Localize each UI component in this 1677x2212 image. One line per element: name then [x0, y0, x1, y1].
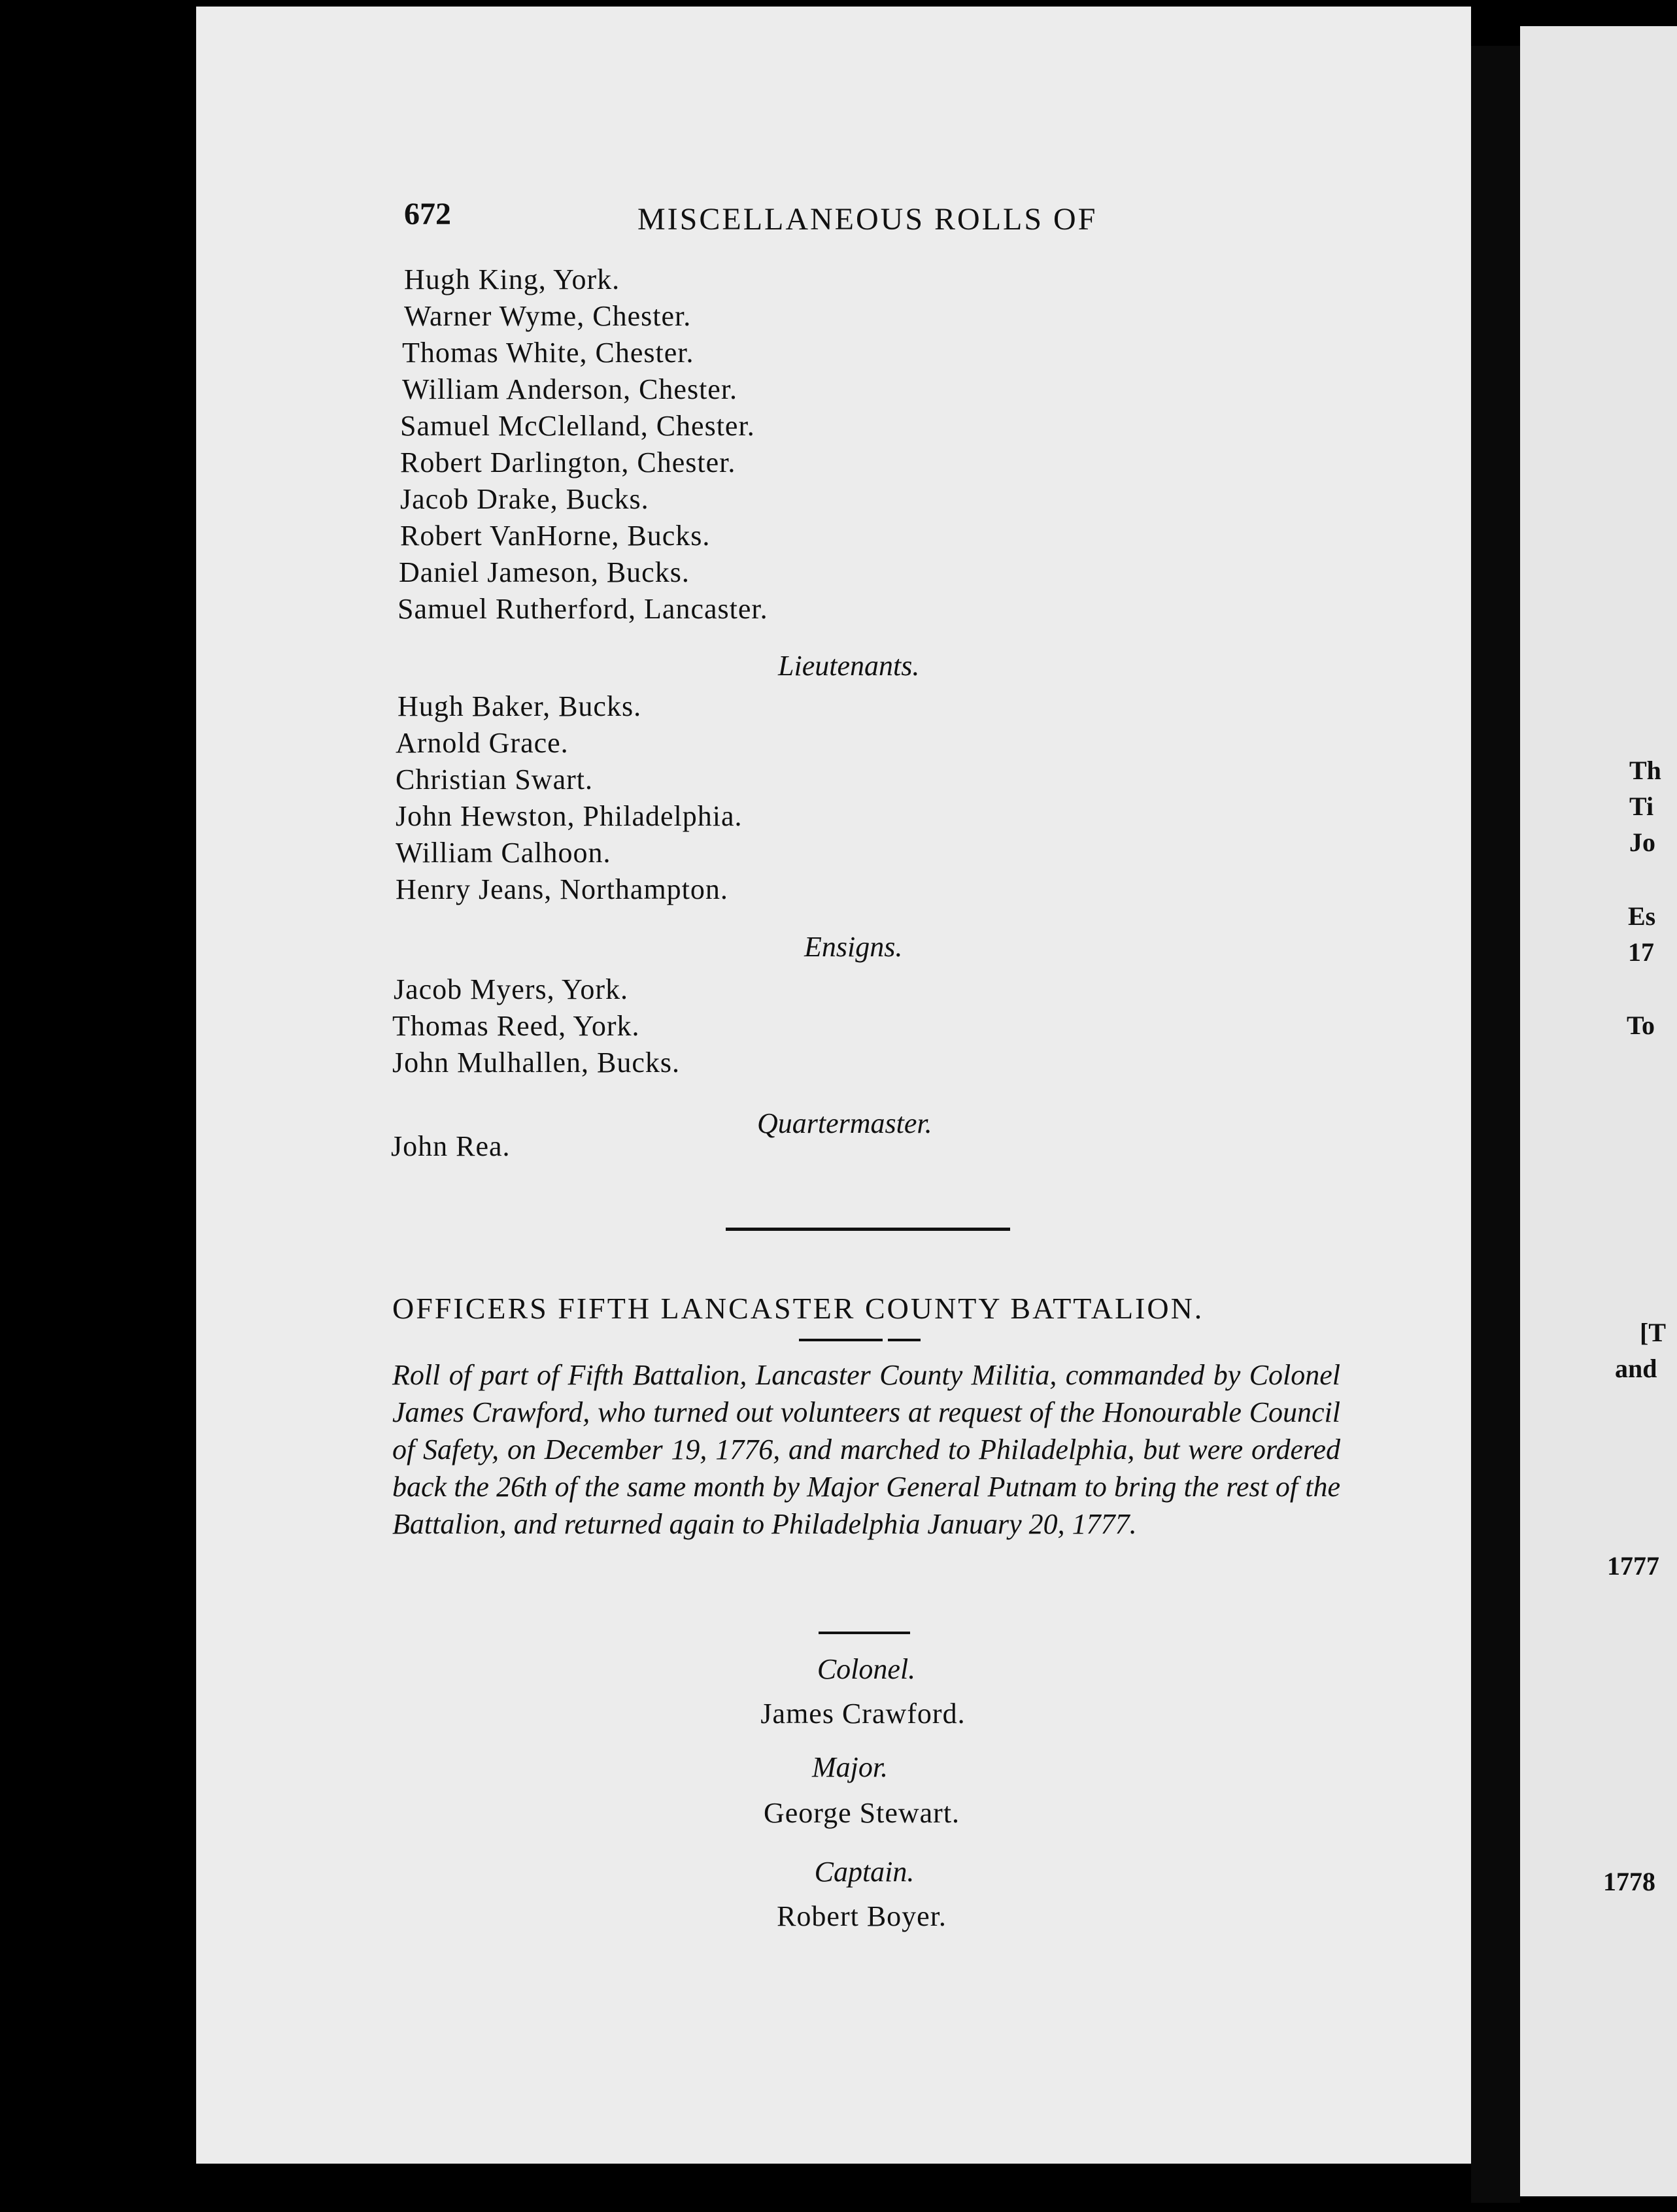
section-heading-lieutenants: Lieutenants. [778, 650, 920, 682]
list-item: Hugh King, York. [404, 263, 620, 295]
list-item: Robert Darlington, Chester. [400, 446, 736, 478]
list-item: Samuel McClelland, Chester. [400, 410, 755, 442]
list-item: Warner Wyme, Chester. [404, 300, 692, 332]
right-page-fragment: Ti [1629, 792, 1654, 821]
right-page-fragment: and [1615, 1354, 1657, 1383]
list-item: Christian Swart. [396, 763, 593, 796]
right-page-fragment: [T [1640, 1318, 1666, 1347]
right-page-fragment: 17 [1628, 937, 1654, 967]
list-item: Hugh Baker, Bucks. [398, 690, 642, 722]
right-page-fragment: Es [1628, 901, 1656, 931]
right-page-fragment: To [1627, 1011, 1655, 1040]
title-underline-left [799, 1339, 883, 1341]
left-page [196, 7, 1471, 2164]
running-title: MISCELLANEOUS ROLLS OF [637, 202, 1098, 237]
section-title: OFFICERS FIFTH LANCASTER COUNTY BATTALION. [392, 1292, 1204, 1325]
list-item: Thomas White, Chester. [402, 337, 694, 369]
list-item: John Hewston, Philadelphia. [396, 800, 743, 832]
page-number: 672 [404, 197, 451, 231]
section-divider [726, 1228, 1010, 1231]
captain-name: Robert Boyer. [777, 1900, 947, 1932]
major-name: George Stewart. [763, 1797, 960, 1829]
colonel-label: Colonel. [817, 1653, 916, 1685]
list-item: John Mulhallen, Bucks. [392, 1047, 680, 1079]
major-label: Major. [811, 1751, 889, 1783]
quartermaster-name: John Rea. [391, 1130, 511, 1162]
colonel-name: James Crawford. [760, 1698, 966, 1730]
list-item: Daniel Jameson, Bucks. [399, 556, 690, 588]
list-item: William Anderson, Chester. [402, 373, 738, 405]
list-item: Thomas Reed, York. [392, 1010, 640, 1042]
right-page-fragment: 1777 [1607, 1551, 1659, 1581]
list-item: Jacob Myers, York. [394, 973, 628, 1005]
book-spine [1471, 46, 1520, 2203]
section-heading-quartermaster: Quartermaster. [757, 1107, 932, 1139]
list-item: Robert VanHorne, Bucks. [400, 520, 711, 552]
list-item: Henry Jeans, Northampton. [396, 873, 728, 905]
list-item: Samuel Rutherford, Lancaster. [398, 593, 768, 625]
right-page-fragment: Jo [1629, 828, 1655, 857]
title-underline-right [888, 1339, 921, 1341]
list-item: Jacob Drake, Bucks. [400, 483, 649, 515]
list-item: William Calhoon. [396, 837, 611, 869]
section-heading-ensigns: Ensigns. [804, 931, 903, 963]
captain-label: Captain. [814, 1856, 915, 1888]
list-item: Arnold Grace. [396, 727, 569, 759]
paragraph-divider [819, 1632, 910, 1634]
right-page-fragment: Th [1629, 756, 1661, 785]
roll-description: Roll of part of Fifth Battalion, Lancaster County Militia, commanded by Colonel James Crawford, who turned out volunteers at request of the Honourable Council of Safety, on December 19, 1776, and marched to Philadelphia, but were ordered back the 26th of the same month by Major General Putnam to bring the rest of the Battalion, and returned again to Philadelphia January 20, 1777. [392, 1359, 1340, 1540]
right-page-fragment: 1778 [1603, 1867, 1655, 1896]
